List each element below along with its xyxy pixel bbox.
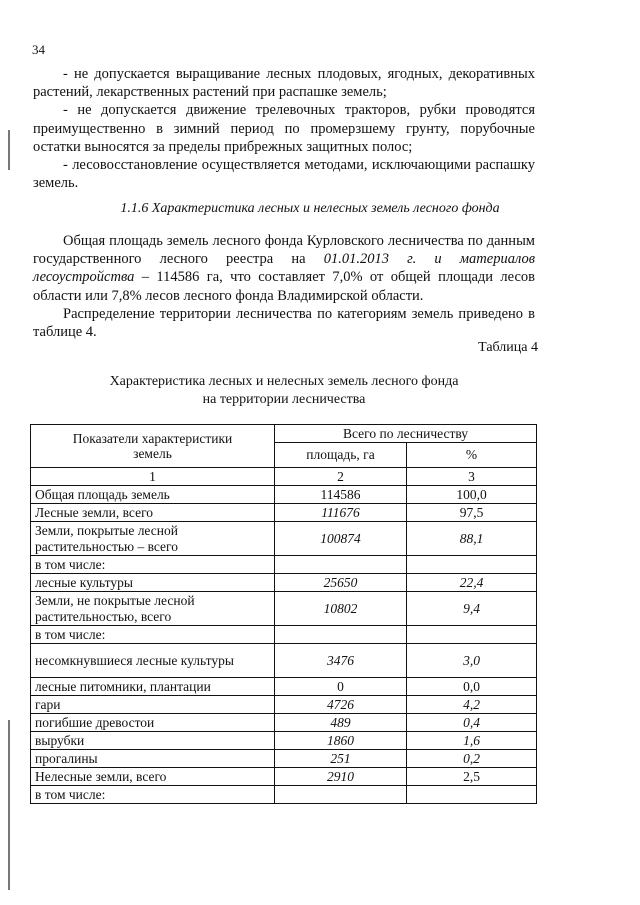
row-label: несомкнувшиеся лесные культуры — [31, 644, 275, 678]
row-area: 4726 — [275, 696, 407, 714]
row-label: вырубки — [31, 732, 275, 750]
row-label: Земли, покрытые лесной растительностью – всего — [31, 522, 275, 556]
header-area: площадь, га — [275, 443, 407, 468]
row-area: 100874 — [275, 522, 407, 556]
page-number: 34 — [32, 42, 45, 57]
intro-paragraph: - не допускается движение трелевочных тракторов, рубки проводятся преимущественно в зимний период по промерзшему грунту, порубочные остатки выносятся за пределы прибрежных защитных полос; — [33, 102, 535, 155]
body-text-run: Общая площадь земель лесного фонда Курловского лесничества по данным государственного лесного реестра на — [33, 233, 535, 268]
binding-mark-bottom — [8, 720, 10, 890]
row-percent: 0,2 — [407, 750, 537, 768]
table-row — [31, 626, 537, 644]
table-caption — [33, 373, 535, 409]
table-label: Таблица 4 — [478, 340, 538, 355]
row-percent — [407, 626, 537, 644]
row-label: в том числе: — [31, 626, 275, 644]
binding-mark-top — [8, 130, 10, 170]
column-index: 2 — [275, 468, 407, 486]
header-percent: % — [407, 443, 537, 468]
row-area — [275, 556, 407, 574]
table-caption-line: Характеристика лесных и нелесных земель лесного фонда — [109, 374, 459, 389]
row-percent: 9,4 — [407, 592, 537, 626]
row-label: Общая площадь земель — [31, 486, 275, 504]
header-indicator: Показатели характеристики земель — [31, 425, 275, 468]
body-text — [33, 232, 535, 341]
row-percent: 22,4 — [407, 574, 537, 592]
row-percent — [407, 556, 537, 574]
row-area: 0 — [275, 678, 407, 696]
row-label: лесные питомники, плантации — [31, 678, 275, 696]
row-area — [275, 626, 407, 644]
table-row — [31, 750, 537, 768]
table-row — [31, 504, 537, 522]
row-area: 3476 — [275, 644, 407, 678]
row-label: в том числе: — [31, 786, 275, 804]
intro-paragraph: - лесовосстановление осуществляется методами, исключающими распашку земель. — [33, 157, 535, 192]
row-label: прогалины — [31, 750, 275, 768]
row-label: лесные культуры — [31, 574, 275, 592]
row-area: 25650 — [275, 574, 407, 592]
body-text-run: – 114586 га, что составляет 7,0% от общей площади лесов области или 7,8% лесов лесного фонда Владимирской области. — [33, 269, 535, 304]
column-index: 1 — [31, 468, 275, 486]
table-row — [31, 696, 537, 714]
row-percent: 0,4 — [407, 714, 537, 732]
header-total: Всего по лесничеству — [275, 425, 537, 443]
row-percent — [407, 786, 537, 804]
table-row — [31, 574, 537, 592]
row-percent: 0,0 — [407, 678, 537, 696]
row-label: погибшие древостои — [31, 714, 275, 732]
row-label: Лесные земли, всего — [31, 504, 275, 522]
row-percent: 2,5 — [407, 768, 537, 786]
row-label: Земли, не покрытые лесной растительностью, всего — [31, 592, 275, 626]
table-row — [31, 644, 537, 678]
section-title: 1.1.6 Характеристика лесных и нелесных земель лесного фонда — [120, 201, 500, 216]
body-paragraph — [33, 305, 535, 341]
row-percent: 3,0 — [407, 644, 537, 678]
row-area — [275, 786, 407, 804]
row-percent: 97,5 — [407, 504, 537, 522]
row-area: 251 — [275, 750, 407, 768]
row-percent: 4,2 — [407, 696, 537, 714]
intro-list — [33, 65, 535, 192]
row-label: в том числе: — [31, 556, 275, 574]
row-percent: 100,0 — [407, 486, 537, 504]
table-row — [31, 768, 537, 786]
table-row — [31, 714, 537, 732]
body-text-run: Распределение территории лесничества по категориям земель приведено в таблице 4. — [33, 305, 535, 341]
body-italic-run: 01.01.2013 г. и материалов лесоустройства — [33, 251, 536, 286]
body-paragraph — [33, 232, 535, 305]
row-label: Нелесные земли, всего — [31, 768, 275, 786]
row-area: 1860 — [275, 732, 407, 750]
row-area: 111676 — [275, 504, 407, 522]
table-row — [31, 522, 537, 556]
table-row — [31, 592, 537, 626]
column-index: 3 — [407, 468, 537, 486]
intro-paragraph: - не допускается выращивание лесных плодовых, ягодных, декоративных растений, лекарственных растений при распашке земель; — [33, 66, 535, 101]
row-area: 2910 — [275, 768, 407, 786]
row-label: гари — [31, 696, 275, 714]
row-percent: 1,6 — [407, 732, 537, 750]
row-percent: 88,1 — [407, 522, 537, 556]
row-area: 489 — [275, 714, 407, 732]
row-area: 114586 — [275, 486, 407, 504]
table-caption-line: на территории лесничества — [202, 392, 366, 407]
table-row — [31, 678, 537, 696]
land-table — [30, 424, 537, 804]
table-row — [31, 556, 537, 574]
table-row — [31, 732, 537, 750]
row-area: 10802 — [275, 592, 407, 626]
table-row — [31, 786, 537, 804]
table-row — [31, 486, 537, 504]
